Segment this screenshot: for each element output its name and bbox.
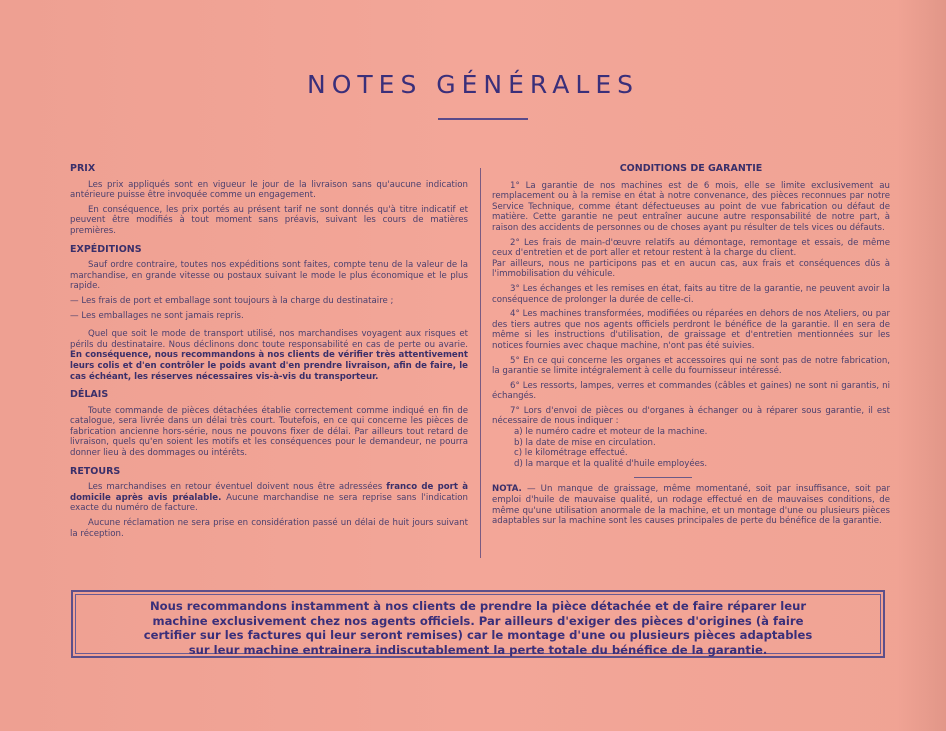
prix-paragraph-1: Les prix appliqués sont en vigueur le jour de la livraison sans qu'aucune indication antérieure puisse être invoquée comme un engagement. [70, 179, 468, 201]
recommendation-line-2: machine exclusivement chez nos agents officiels. Par ailleurs d'exiger des pièces d'origines (à faire [152, 613, 804, 628]
heading-retours: RETOURS [70, 465, 121, 477]
condition-7-item-d: d) la marque et la qualité d'huile employées. [514, 458, 708, 469]
left-column [70, 164, 468, 543]
condition-2a: 2° Les frais de main-d'œuvre relatifs au démontage, remontage et essais, de même ceux d'entretien et de port aller et retour restent à la charge du client. [492, 237, 890, 259]
expeditions-item-2: — Les emballages ne sont jamais repris. [70, 310, 244, 321]
retours-text-a: Les marchandises en retour éventuel doivent nous être adressées [88, 482, 383, 493]
nota-paragraph [492, 484, 890, 526]
condition-1: 1° La garantie de nos machines est de 6 mois, elle se limite exclusivement au remplacement ou à la remise en état à notre convenance, des pièces reconnues par notre Service Technique, comme étant défectueuses au point de vue fabrication ou défaut de matière. Cette garantie ne peut entraîner aucune autre responsabilité de notre part, à raison des accidents de personnes ou de choses ayant pu résulter de tels vices ou défauts. [492, 180, 890, 233]
recommendation-box [71, 590, 885, 658]
title-underline [438, 118, 528, 120]
recommendation-line-1: Nous recommandons instamment à nos clients de prendre la pièce détachée et de faire réparer leur [149, 599, 807, 613]
retours-text-b: Aucune marchandise ne sera reprise sans l'indication exacte du numéro de facture. [70, 492, 469, 514]
recommendation-line-4: sur leur machine entrainera indiscutablement la perte totale du bénéfice de la garantie. [188, 642, 768, 657]
condition-5: 5° En ce qui concerne les organes et accessoires qui ne sont pas de notre fabrication, la garantie se limite intégralement à celle du fournisseur intéressé. [492, 355, 890, 377]
heading-expeditions: EXPÉDITIONS [70, 243, 142, 255]
retours-paragraph-2: Aucune réclamation ne sera prise en considération passé un délai de huit jours suivant la réception. [70, 518, 468, 539]
nota-text: — Un manque de graissage, même momentané, soit par insuffisance, soit par emploi d'huile de mauvaise qualité, un rodage effectué en de mauvaises conditions, de même qu'une utilisation anormale de la machine, et un montage d'une ou plusieurs pièces adaptables sur la machine sont les causes principales de perte du bénéfice de la garantie. [492, 484, 890, 527]
page-edge-shadow [896, 0, 946, 731]
column-divider [480, 168, 481, 558]
delais-paragraph: Toute commande de pièces détachées établie correctement comme indiqué en fin de catalogue, sera livrée dans un délai très court. Toutefois, en ce qui concerne les pièces de fabrication ancienne hors-série, nous ne pouvons fixer de délai. Par ailleurs tout retard de livraison, quels qu'en soient les motifs et les conséquences pour le demandeur, ne pourra donner lieu à des dommages ou intérêts. [70, 405, 468, 459]
condition-7-item-c: c) le kilométrage effectué. [514, 448, 628, 459]
heading-delais: DÉLAIS [70, 389, 109, 401]
section-delais [70, 390, 468, 459]
page-title: NOTES GÉNÉRALES [307, 70, 639, 99]
heading-prix: PRIX [70, 163, 96, 174]
nota-divider [634, 477, 692, 478]
retours-text-bold: franco de port à domicile après avis préalable. [70, 482, 468, 503]
expeditions-paragraph-2-bold: En conséquence, nous recommandons à nos clients de vérifier très attentivement leurs colis et d'en contrôler le poids avant d'en prendre livraison, afin de faire, le cas échéant, les réserves nécessaires vis-à-vis du transporteur. [70, 350, 468, 382]
condition-6: 6° Les ressorts, lampes, verres et commandes (câbles et gaines) ne sont ni garantis, ni échangés. [492, 380, 890, 402]
condition-3: 3° Les échanges et les remises en état, faits au titre de la garantie, ne peuvent avoir la conséquence de prolonger la durée de celle-ci. [492, 283, 890, 305]
condition-2b: Par ailleurs, nous ne participons pas et en aucun cas, aux frais et conséquences dûs à l'immobilisation du véhicule. [492, 258, 890, 280]
section-retours [70, 467, 468, 540]
heading-garantie: CONDITIONS DE GARANTIE [619, 163, 763, 174]
prix-paragraph-2: En conséquence, les prix portés au présent tarif ne sont donnés qu'à titre indicatif et peuvent être modifiés à tout moment sans préavis, suivant les cours de matières premières. [70, 204, 468, 236]
expeditions-item-1: — Les frais de port et emballage sont toujours à la charge du destinataire ; [70, 295, 394, 306]
condition-7-item-a: a) le numéro cadre et moteur de la machine. [514, 427, 708, 438]
expeditions-paragraph-1: Sauf ordre contraire, toutes nos expéditions sont faites, compte tenu de la valeur de la marchandise, en grande vitesse ou postaux suivant le mode le plus économique et le plus rapide. [70, 260, 468, 292]
expeditions-paragraph-2 [70, 329, 468, 382]
retours-paragraph-1 [70, 482, 468, 514]
right-column [492, 164, 890, 531]
expeditions-paragraph-2-text: Quel que soit le mode de transport utilisé, nos marchandises voyagent aux risques et périls du destinataire. Nous déclinons donc toute responsabilité en cas de perte ou avarie. [70, 329, 468, 350]
nota-label: NOTA. [492, 484, 522, 495]
condition-7-item-b: b) la date de mise en circulation. [514, 437, 656, 448]
section-expeditions [70, 245, 468, 383]
condition-4: 4° Les machines transformées, modifiées ou réparées en dehors de nos Ateliers, ou par des tiers autres que nos agents officiels perdront le bénéfice de la garantie. Il en sera de même si les instructions d'utilisation, de graissage et d'entretien mentionnées sur les notices fournies avec chaque machine, n'ont pas été suivies. [492, 309, 890, 351]
section-prix [70, 164, 468, 237]
recommendation-line-3: certifier sur les factures qui leur seront remises) car le montage d'une ou plusieurs pièces adaptables [143, 628, 813, 643]
condition-7: 7° Lors d'envoi de pièces ou d'organes à échanger ou à réparer sous garantie, il est nécessaire de nous indiquer : [492, 405, 890, 427]
